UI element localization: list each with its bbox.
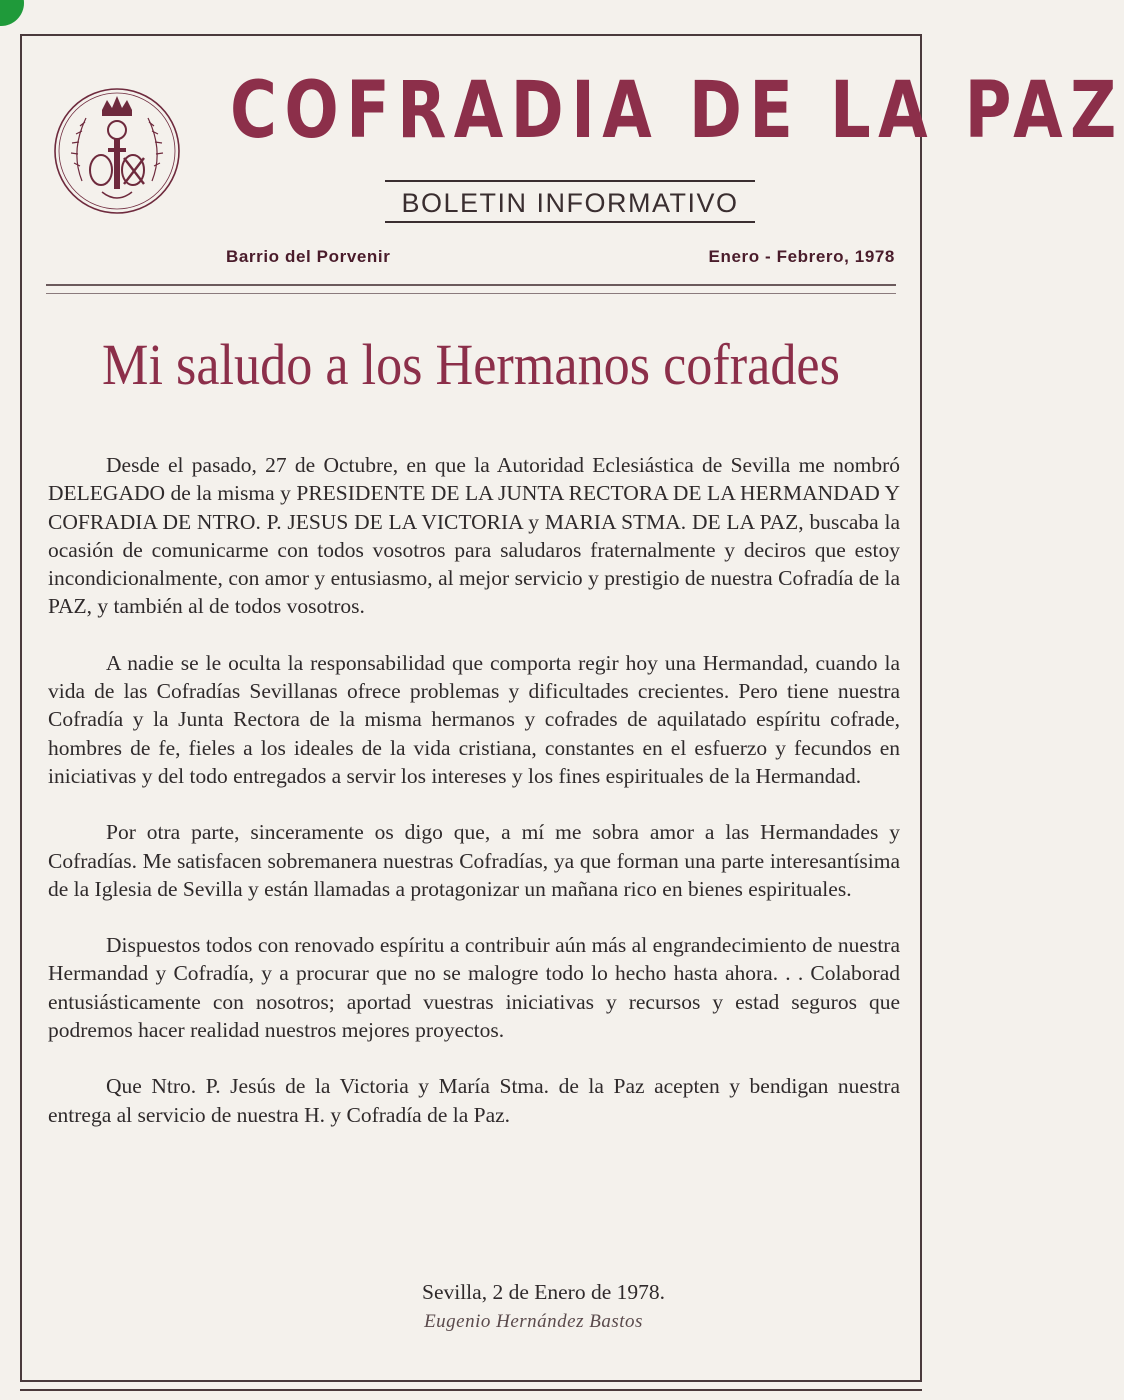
article-paragraph: Dispuestos todos con renovado espíritu a contribuir aún más al engrandecimiento de nuestra Hermandad y Cofradía, y a procurar que no se malogre todo lo hecho hasta ahora. . . Colaborad entusiásticamente con nosotros; aportad vuestras iniciativas y recursos y estad seguros que podremos hacer realidad nuestros mejores proyectos.	[48, 933, 900, 1043]
article-paragraph: Desde el pasado, 27 de Octubre, en que la Autoridad Eclesiástica de Sevilla me nombró DELEGADO de la misma y PRESIDENTE DE LA JUNTA RECTORA DE LA HERMANDAD Y COFRADIA DE NTRO. P. JESUS DE LA VICTORIA y MARIA STMA. DE LA PAZ, buscaba la ocasión de comunicarme con todos vosotros para saludaros fraternalmente y deciros que estoy incondicionalmente, con amor y entusiasmo, al mejor servicio y prestigio de nuestra Cofradía de la PAZ, y también al de todos vosotros.	[48, 453, 900, 619]
article-paragraph: Por otra parte, sinceramente os digo que, a mí me sobra amor a las Hermandades y Cofradías. Me satisfacen sobremanera nuestras Cofradías, ya que forman una parte interesantísima de la Iglesia de Sevilla y están llamadas a protagonizar un mañana rico en bienes espirituales.	[48, 820, 900, 901]
header-divider-thin	[46, 293, 896, 294]
subtitle-rule-bottom	[385, 221, 755, 223]
bulletin-subtitle: BOLETIN INFORMATIVO	[401, 188, 739, 218]
subtitle-rule-top	[385, 180, 755, 182]
article-headline: Mi saludo a los Hermanos cofrades	[102, 332, 840, 397]
article-paragraph: A nadie se le oculta la responsabilidad que comporta regir hoy una Hermandad, cuando la vida de las Cofradías Sevillanas ofrece problemas y dificultades crecientes. Pero tiene nuestra Cofradía y la Junta Rectora de la misma hermanos y cofrades de aquilatado espíritu cofrade, hombres de fe, fieles a los ideales de la vida cristiana, constantes en el esfuerzo y fecundos en iniciativas y del todo entregados a servir los intereses y los fines espirituales de la Hermandad.	[48, 650, 900, 788]
header-divider	[46, 284, 896, 286]
article-body	[48, 451, 900, 1157]
cofradia-emblem-icon	[52, 86, 182, 216]
article-paragraph: Que Ntro. P. Jesús de la Victoria y María Stma. de la Paz acepten y bendigan nuestra entrega al servicio de nuestra H. y Cofradía de la Paz.	[48, 1074, 900, 1127]
closing-date: Sevilla, 2 de Enero de 1978.	[421, 1280, 665, 1304]
neighborhood-label: Barrio del Porvenir	[226, 247, 391, 266]
issue-date: Enero - Febrero, 1978	[708, 247, 895, 266]
masthead-title: COFRADIA DE LA PAZ	[230, 66, 1124, 156]
author-signature: Eugenio Hernández Bastos	[424, 1311, 643, 1332]
corner-dot-marker	[0, 0, 24, 26]
bottom-rule	[20, 1389, 922, 1391]
